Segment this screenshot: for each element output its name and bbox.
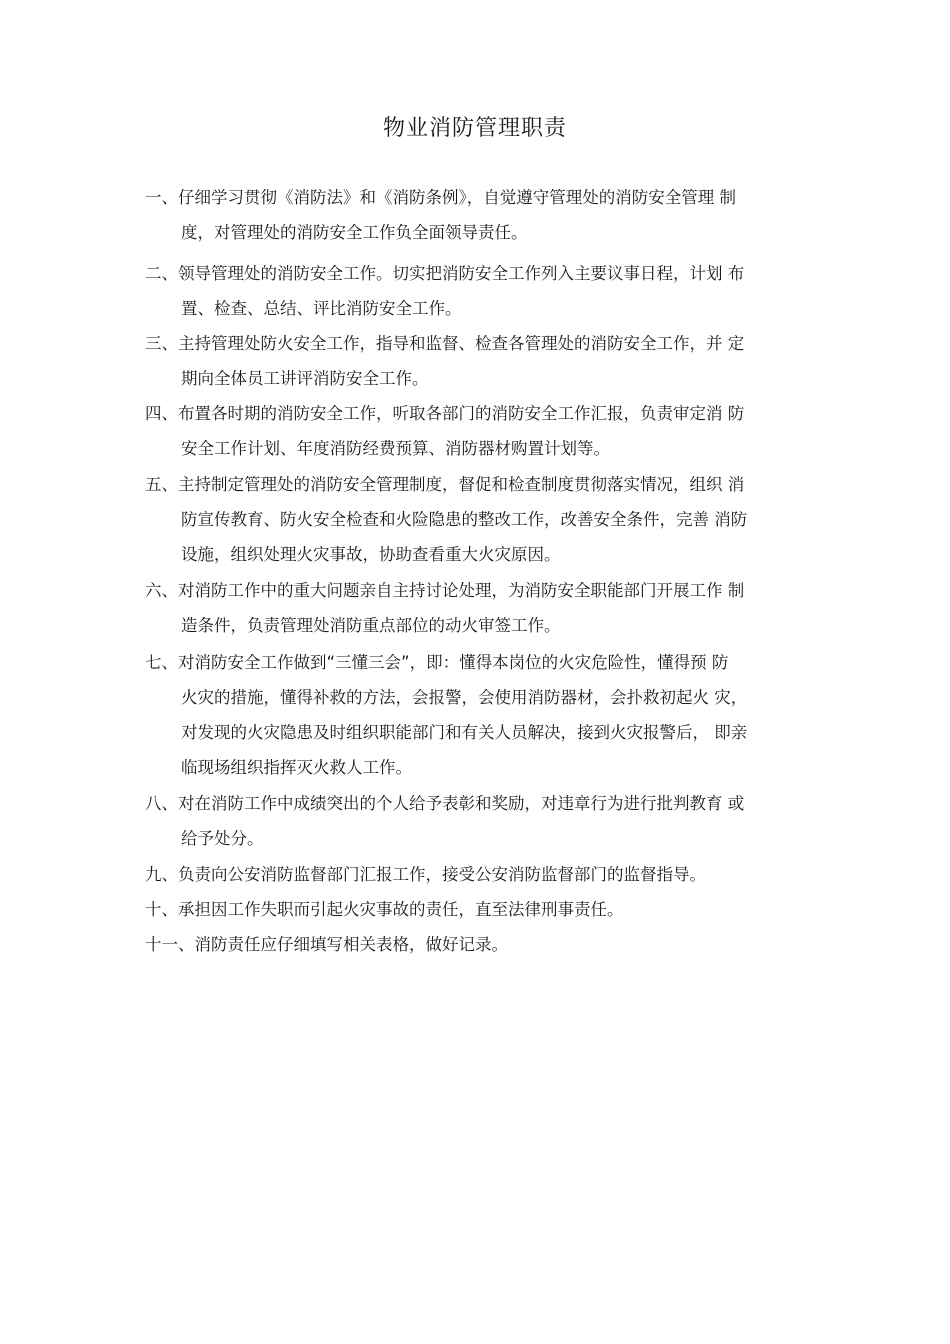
item-line: 六、对消防工作中的重大问题亲自主持讨论处理，为消防安全职能部门开展工作 制 <box>145 581 745 600</box>
item-line: 给予处分。 <box>181 829 264 848</box>
page-title: 物业消防管理职责 <box>382 116 567 141</box>
item-line: 置、检查、总结、评比消防安全工作。 <box>181 299 462 318</box>
list-item <box>145 892 835 927</box>
list-item <box>145 326 835 396</box>
item-line: 期向全体员工讲评消防安全工作。 <box>181 369 429 388</box>
item-line: 八、对在消防工作中成绩突出的个人给予表彰和奖励，对违章行为进行批判教育 或 <box>145 794 745 813</box>
item-line: 一、仔细学习贯彻《消防法》和《消防条例》，自觉遵守管理处的消防安全管理 制 <box>145 188 736 207</box>
item-line: 三、主持管理处防火安全工作，指导和监督、检查各管理处的消防安全工作，并 定 <box>145 334 745 353</box>
item-line: 十、承担因工作失职而引起火灾事故的责任，直至法律刑事责任。 <box>145 900 624 919</box>
item-line: 造条件，负责管理处消防重点部位的动火审签工作。 <box>181 616 561 635</box>
list-item <box>145 786 835 856</box>
item-line: 防宣传教育、防火安全检查和火险隐患的整改工作，改善安全条件，完善 消防 <box>181 510 748 529</box>
item-line: 度，对管理处的消防安全工作负全面领导责任。 <box>181 223 528 242</box>
item-line: 临现场组织指挥灭火救人工作。 <box>181 758 412 777</box>
item-line: 九、负责向公安消防监督部门汇报工作，接受公安消防监督部门的监督指导。 <box>145 865 706 884</box>
item-line: 对发现的火灾隐患及时组织职能部门和有关人员解决，接到火灾报警后， 即亲 <box>181 723 748 742</box>
item-line: 设施，组织处理火灾事故，协助查看重大火灾原因。 <box>181 545 561 564</box>
item-line: 五、主持制定管理处的消防安全管理制度，督促和检查制度贯彻落实情况，组织 消 <box>145 475 745 494</box>
item-line: 火灾的措施，懂得补救的方法，会报警，会使用消防器材，会扑救初起火 灾， <box>181 688 748 707</box>
list-item <box>145 396 835 466</box>
item-line: 二、领导管理处的消防安全工作。切实把消防安全工作列入主要议事日程，计划 布 <box>145 264 745 283</box>
list-item <box>145 573 835 643</box>
list-item <box>145 256 835 326</box>
list-item <box>145 927 835 962</box>
item-line: 七、对消防安全工作做到“三懂三会”，即：懂得本岗位的火灾危险性，懂得预 防 <box>145 653 729 672</box>
list-item <box>145 180 835 250</box>
item-line: 四、布置各时期的消防安全工作，听取各部门的消防安全工作汇报，负责审定消 防 <box>145 404 745 423</box>
item-line: 十一、消防责任应仔细填写相关表格，做好记录。 <box>145 935 508 954</box>
list-item <box>145 857 835 892</box>
list-item <box>145 645 835 785</box>
list-item <box>145 467 835 572</box>
item-line: 安全工作计划、年度消防经费预算、消防器材购置计划等。 <box>181 439 610 458</box>
